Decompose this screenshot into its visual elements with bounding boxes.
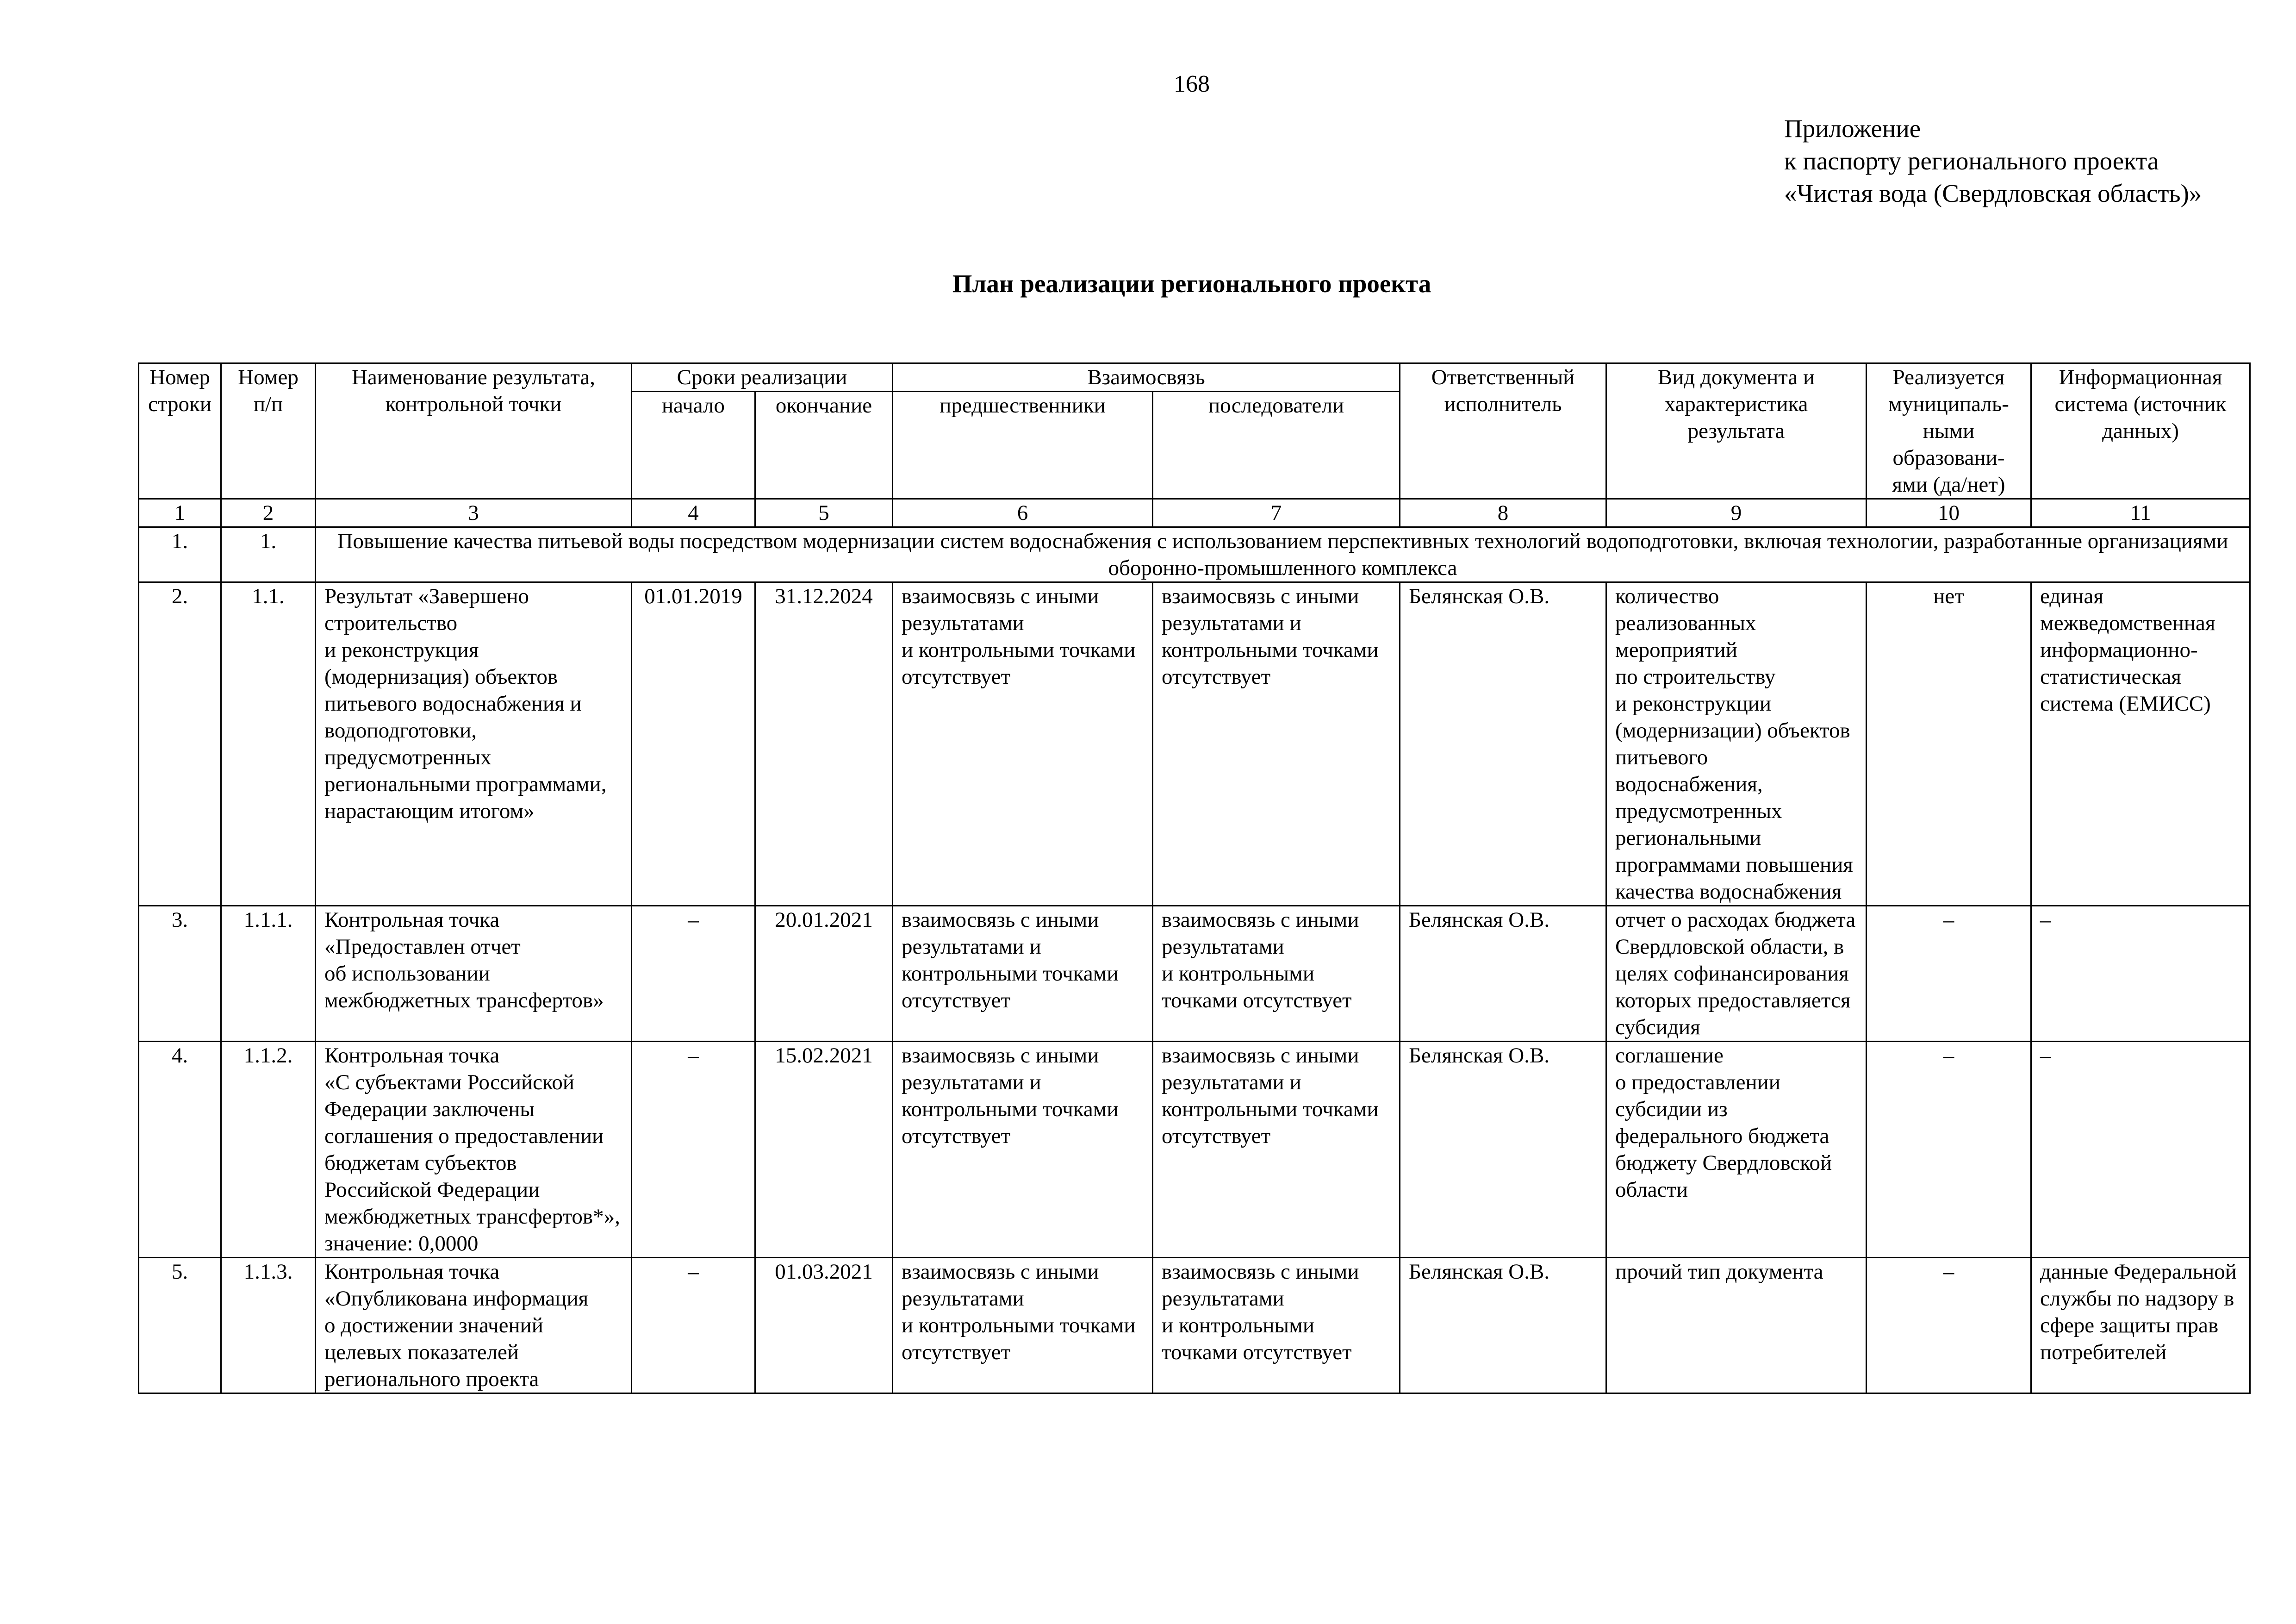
end-date: 31.12.2024 [755, 582, 893, 906]
column-number: 2 [221, 499, 316, 527]
column-number: 7 [1153, 499, 1400, 527]
item-number: 1.1. [221, 582, 316, 906]
successors-cell: взаимосвязь с иными результатами и контрольными точками отсутствует [1153, 906, 1400, 1042]
appendix-note [1784, 112, 2202, 210]
section-title: Повышение качества питьевой воды посредством модернизации систем водоснабжения с использованием перспективных технологий водоподготовки, включая технологии, разработанные организациями оборонно-промышленного комплекса [316, 527, 2250, 582]
header-successors: последователи [1153, 392, 1400, 499]
appendix-line: Приложение [1784, 114, 1921, 143]
start-date: – [632, 1042, 755, 1258]
end-date: 20.01.2021 [755, 906, 893, 1042]
result-name: Контрольная точка «Предоставлен отчет об использовании межбюджетных трансфертов» [316, 906, 632, 1042]
municipal-cell: – [1867, 1258, 2031, 1393]
table-row [139, 906, 2250, 1042]
info-system-cell: данные Федеральной службы по надзору в сфере защиты прав потребителей [2031, 1258, 2250, 1393]
successors-cell: взаимосвязь с иными результатами и контрольными точками отсутствует [1153, 1258, 1400, 1393]
column-number: 10 [1867, 499, 2031, 527]
municipal-cell: – [1867, 906, 2031, 1042]
document-type-cell: прочий тип документа [1606, 1258, 1867, 1393]
info-system-cell: – [2031, 1042, 2250, 1258]
column-number: 4 [632, 499, 755, 527]
start-date: – [632, 1258, 755, 1393]
table-row [139, 582, 2250, 906]
item-number: 1. [221, 527, 316, 582]
header-relationship: Взаимосвязь [893, 363, 1400, 392]
item-number: 1.1.2. [221, 1042, 316, 1258]
header-info-system: Информационная система (источник данных) [2031, 363, 2250, 499]
implementation-plan-table [138, 362, 2251, 1394]
predecessors-cell: взаимосвязь с иными результатами и контрольными точками отсутствует [893, 906, 1153, 1042]
predecessors-cell: взаимосвязь с иными результатами и контрольными точками отсутствует [893, 1258, 1153, 1393]
municipal-cell: нет [1867, 582, 2031, 906]
executor-cell: Белянская О.В. [1400, 906, 1606, 1042]
executor-cell: Белянская О.В. [1400, 1258, 1606, 1393]
table-row [139, 1042, 2250, 1258]
header-document-type: Вид документа и характеристика результата [1606, 363, 1867, 499]
column-number: 8 [1400, 499, 1606, 527]
item-number: 1.1.1. [221, 906, 316, 1042]
end-date: 01.03.2021 [755, 1258, 893, 1393]
header-municipal: Реализуется муниципаль-ными образовани-ями (да/нет) [1867, 363, 2031, 499]
predecessors-cell: взаимосвязь с иными результатами и контрольными точками отсутствует [893, 582, 1153, 906]
header-name: Наименование результата, контрольной точки [316, 363, 632, 499]
result-name: Контрольная точка «С субъектами Российской Федерации заключены соглашения о предоставлении бюджетам субъектов Российской Федерации межбюджетных трансфертов*», значение: 0,0000 [316, 1042, 632, 1258]
end-date: 15.02.2021 [755, 1042, 893, 1258]
item-number: 1.1.3. [221, 1258, 316, 1393]
column-number: 11 [2031, 499, 2250, 527]
section-row [139, 527, 2250, 582]
row-number: 3. [139, 906, 221, 1042]
column-number: 1 [139, 499, 221, 527]
column-number-row [139, 499, 2250, 527]
page-number: 168 [1174, 71, 1210, 97]
column-number: 3 [316, 499, 632, 527]
successors-cell: взаимосвязь с иными результатами и контрольными точками отсутствует [1153, 582, 1400, 906]
municipal-cell: – [1867, 1042, 2031, 1258]
successors-cell: взаимосвязь с иными результатами и контрольными точками отсутствует [1153, 1042, 1400, 1258]
row-number: 1. [139, 527, 221, 582]
document-type-cell: соглашение о предоставлении субсидии из федерального бюджета бюджету Свердловской области [1606, 1042, 1867, 1258]
predecessors-cell: взаимосвязь с иными результатами и контрольными точками отсутствует [893, 1042, 1153, 1258]
document-type-cell: отчет о расходах бюджета Свердловской области, в целях софинансирования которых предоставляется субсидия [1606, 906, 1867, 1042]
start-date: 01.01.2019 [632, 582, 755, 906]
row-number: 5. [139, 1258, 221, 1393]
row-number: 4. [139, 1042, 221, 1258]
info-system-cell: – [2031, 906, 2250, 1042]
document-title: План реализации регионального проекта [952, 269, 1431, 298]
header-executor: Ответственный исполнитель [1400, 363, 1606, 499]
result-name: Результат «Завершено строительство и реконструкция (модернизация) объектов питьевого водоснабжения и водоподготовки, предусмотренных региональными программами, нарастающим итогом» [316, 582, 632, 906]
header-predecessors: предшественники [893, 392, 1153, 499]
appendix-line: к паспорту регионального проекта [1784, 147, 2159, 175]
row-number: 2. [139, 582, 221, 906]
header-row-number: Номер строки [139, 363, 221, 499]
appendix-line: «Чистая вода (Свердловская область)» [1784, 179, 2202, 207]
result-name: Контрольная точка «Опубликована информация о достижении значений целевых показателей регионального проекта [316, 1258, 632, 1393]
info-system-cell: единая межведомственная информационно-статистическая система (ЕМИСС) [2031, 582, 2250, 906]
table-row [139, 1258, 2250, 1393]
column-number: 9 [1606, 499, 1867, 527]
column-number: 5 [755, 499, 893, 527]
header-start: начало [632, 392, 755, 499]
document-type-cell: количество реализованных мероприятий по строительству и реконструкции (модернизации) объектов питьевого водоснабжения, предусмотренных региональными программами повышения качества водоснабжения [1606, 582, 1867, 906]
column-number: 6 [893, 499, 1153, 527]
start-date: – [632, 906, 755, 1042]
header-end: окончание [755, 392, 893, 499]
executor-cell: Белянская О.В. [1400, 582, 1606, 906]
header-item-number: Номер п/п [221, 363, 316, 499]
executor-cell: Белянская О.В. [1400, 1042, 1606, 1258]
header-terms: Сроки реализации [632, 363, 893, 392]
